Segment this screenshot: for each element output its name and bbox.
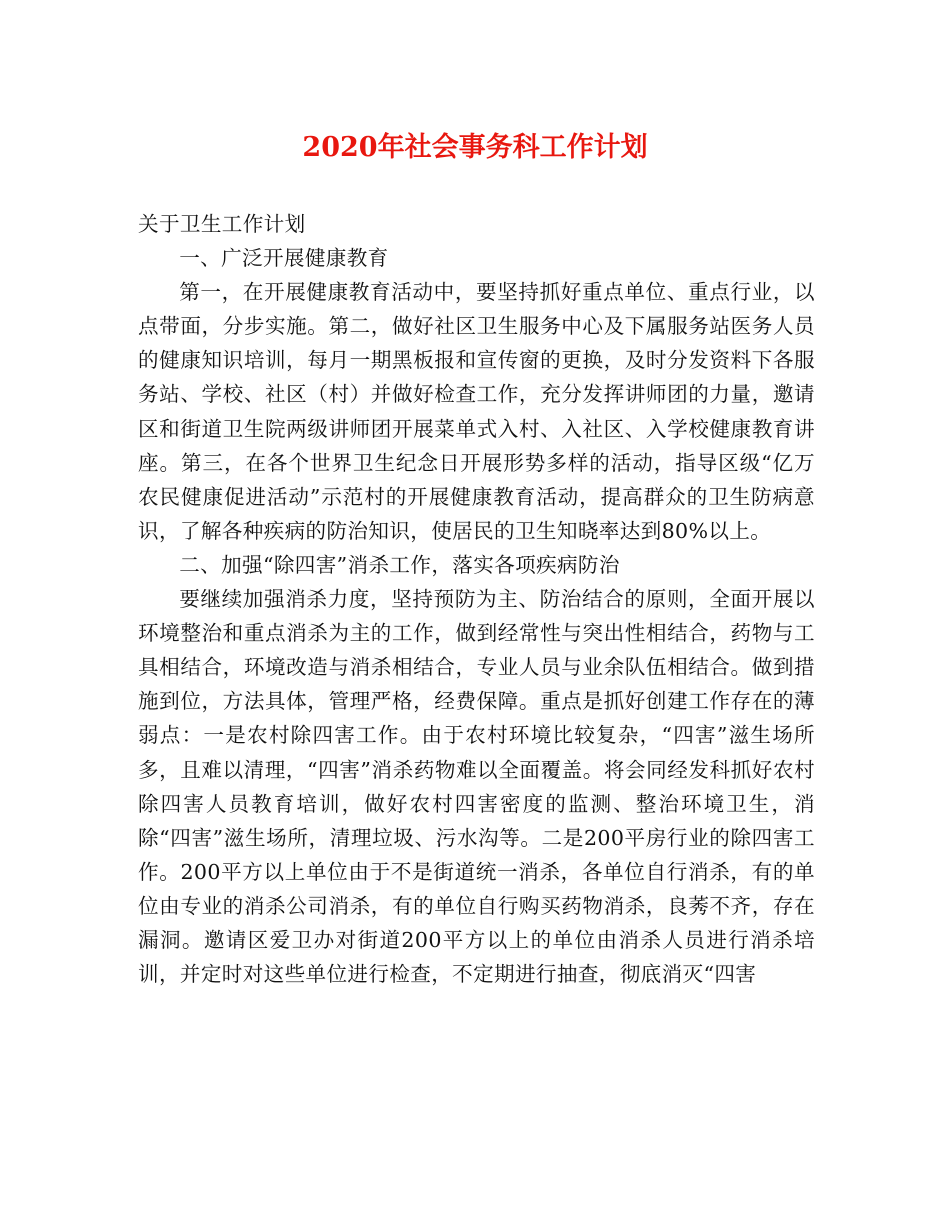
page-title: 2020年社会事务科工作计划 — [302, 132, 648, 163]
body-paragraph: 要继续加强消杀力度，坚持预防为主、防治结合的原则，全面开展以环境整治和重点消杀为主的工作，做到经常性与突出性相结合，药物与工具相结合，环境改造与消杀相结合，专业人员与业余队伍相结合。做到措施到位，方法具体，管理严格，经费保障。重点是抓好创建工作存在的薄弱点：一是农村除四害工作。由于农村环境比较复杂，“四害”滋生场所多，且难以清理，“四害”消杀药物难以全面覆盖。将会同经发科抓好农村除四害人员教育培训，做好农村四害密度的监测、整治环境卫生，消除“四害”滋生场所，清理垃圾、污水沟等。二是200平房行业的除四害工作。200平方以上单位由于不是街道统一消杀，各单位自行消杀，有的单位由专业的消杀公司消杀，有的单位自行购买药物消杀，良莠不齐，存在漏洞。邀请区爱卫办对街道200平方以上的单位由消杀人员进行消杀培训，并定时对这些单位进行检查，不定期进行抽查，彻底消灭“四害 — [138, 587, 815, 987]
document-body — [138, 207, 815, 991]
subsection-heading: 二、加强“除四害”消杀工作，落实各项疾病防治 — [179, 552, 620, 577]
section-heading: 关于卫生工作计划 — [138, 212, 306, 236]
body-paragraph: 第一，在开展健康教育活动中，要坚持抓好重点单位、重点行业，以点带面，分步实施。第二，做好社区卫生服务中心及下属服务站医务人员的健康知识培训，每月一期黑板报和宣传窗的更换，及时分发资料下各服务站、学校、社区（村）并做好检查工作，充分发挥讲师团的力量，邀请区和街道卫生院两级讲师团开展菜单式入村、入社区、入学校健康教育讲座。第三，在各个世界卫生纪念日开展形势多样的活动，指导区级“亿万农民健康促进活动”示范村的开展健康教育活动，提高群众的卫生防病意识，了解各种疾病的防治知识，使居民的卫生知晓率达到80%以上。 — [138, 280, 815, 543]
subsection-heading: 一、广泛开展健康教育 — [179, 246, 389, 271]
